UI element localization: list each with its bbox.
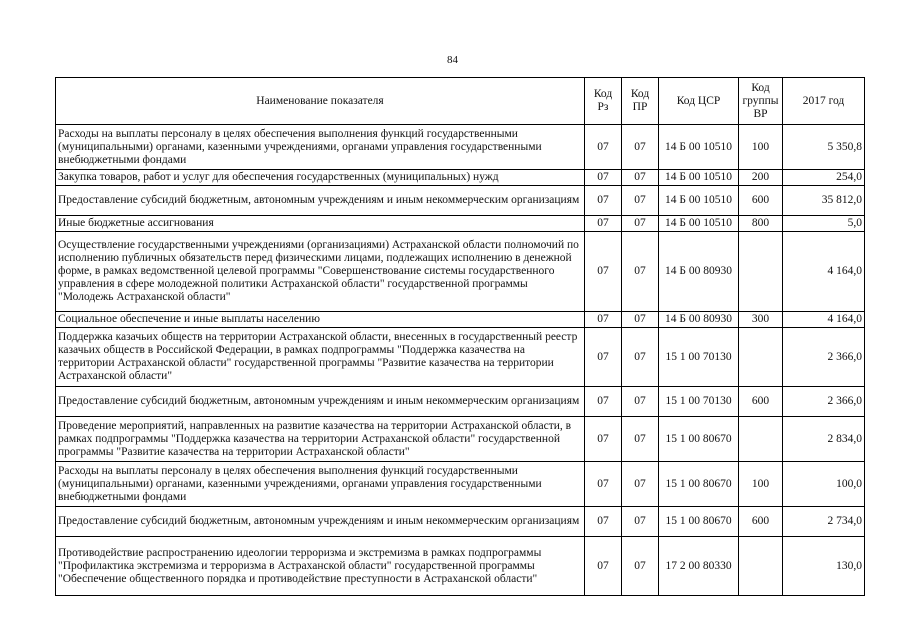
row-rz: 07 bbox=[585, 125, 622, 170]
table-row bbox=[56, 312, 865, 328]
row-vr: 100 bbox=[739, 462, 783, 507]
row-value: 130,0 bbox=[783, 537, 865, 596]
row-pr: 07 bbox=[622, 170, 659, 186]
row-csr: 17 2 00 80330 bbox=[659, 537, 739, 596]
page-number: 84 bbox=[447, 54, 458, 66]
row-name: Расходы на выплаты персоналу в целях обеспечения выполнения функций государственными (муниципальными) органами, казенными учреждениями, органами управления государственными внебюджетными фондами bbox=[56, 462, 585, 507]
table-row bbox=[56, 507, 865, 537]
row-rz: 07 bbox=[585, 232, 622, 312]
row-value: 100,0 bbox=[783, 462, 865, 507]
row-csr: 14 Б 00 10510 bbox=[659, 216, 739, 232]
table-row bbox=[56, 417, 865, 462]
row-vr bbox=[739, 232, 783, 312]
row-csr: 14 Б 00 80930 bbox=[659, 232, 739, 312]
row-value: 2 366,0 bbox=[783, 387, 865, 417]
row-vr: 200 bbox=[739, 170, 783, 186]
row-name: Предоставление субсидий бюджетным, автономным учреждениям и иным некоммерческим организациям bbox=[56, 507, 585, 537]
row-csr: 15 1 00 80670 bbox=[659, 462, 739, 507]
row-vr: 100 bbox=[739, 125, 783, 170]
table-row bbox=[56, 537, 865, 596]
header-rz: Код Рз bbox=[585, 78, 622, 125]
row-csr: 15 1 00 70130 bbox=[659, 387, 739, 417]
table-row bbox=[56, 232, 865, 312]
header-vr: Код группы ВР bbox=[739, 78, 783, 125]
row-rz: 07 bbox=[585, 312, 622, 328]
row-csr: 15 1 00 80670 bbox=[659, 507, 739, 537]
row-csr: 15 1 00 70130 bbox=[659, 328, 739, 387]
row-name: Поддержка казачьих обществ на территории Астраханской области, внесенных в государственный реестр казачьих обществ в Российской Федерации, в рамках подпрограммы "Поддержка казачества на территории Астраханской области" государственной программы "Развитие казачества на территории Астраханской области" bbox=[56, 328, 585, 387]
row-name: Осуществление государственными учреждениями (организациями) Астраханской области полномочий по исполнению публичных обязательств перед физическими лицами, подлежащих исполнению в денежной форме, в рамках ведомственной целевой программы "Совершенствование системы государственного управления в сфере молодежной политики Астраханской области" государственной программы "Молодежь Астраханской области" bbox=[56, 232, 585, 312]
table-row bbox=[56, 387, 865, 417]
table-row bbox=[56, 462, 865, 507]
row-value: 2 834,0 bbox=[783, 417, 865, 462]
row-rz: 07 bbox=[585, 186, 622, 216]
row-vr bbox=[739, 417, 783, 462]
row-pr: 07 bbox=[622, 186, 659, 216]
header-year: 2017 год bbox=[783, 78, 865, 125]
row-pr: 07 bbox=[622, 417, 659, 462]
row-pr: 07 bbox=[622, 216, 659, 232]
header-pr: Код ПР bbox=[622, 78, 659, 125]
row-name: Иные бюджетные ассигнования bbox=[56, 216, 585, 232]
row-name: Социальное обеспечение и иные выплаты населению bbox=[56, 312, 585, 328]
row-csr: 14 Б 00 10510 bbox=[659, 186, 739, 216]
row-pr: 07 bbox=[622, 387, 659, 417]
row-name: Противодействие распространению идеологии терроризма и экстремизма в рамках подпрограммы "Профилактика экстремизма и терроризма в Астраханской области" государственной программы "Обеспечение общественного порядка и противодействие преступности в Астраханской области" bbox=[56, 537, 585, 596]
row-pr: 07 bbox=[622, 312, 659, 328]
row-vr bbox=[739, 537, 783, 596]
row-rz: 07 bbox=[585, 216, 622, 232]
row-vr: 300 bbox=[739, 312, 783, 328]
table-row bbox=[56, 216, 865, 232]
row-rz: 07 bbox=[585, 170, 622, 186]
table-row bbox=[56, 186, 865, 216]
row-vr: 600 bbox=[739, 507, 783, 537]
table-row bbox=[56, 170, 865, 186]
row-pr: 07 bbox=[622, 462, 659, 507]
row-value: 5 350,8 bbox=[783, 125, 865, 170]
row-rz: 07 bbox=[585, 537, 622, 596]
row-rz: 07 bbox=[585, 417, 622, 462]
row-name: Предоставление субсидий бюджетным, автономным учреждениям и иным некоммерческим организациям bbox=[56, 387, 585, 417]
row-rz: 07 bbox=[585, 328, 622, 387]
row-value: 2 734,0 bbox=[783, 507, 865, 537]
row-name: Расходы на выплаты персоналу в целях обеспечения выполнения функций государственными (муниципальными) органами, казенными учреждениями, органами управления государственными внебюджетными фондами bbox=[56, 125, 585, 170]
row-value: 2 366,0 bbox=[783, 328, 865, 387]
row-vr: 600 bbox=[739, 186, 783, 216]
row-rz: 07 bbox=[585, 507, 622, 537]
row-name: Закупка товаров, работ и услуг для обеспечения государственных (муниципальных) нужд bbox=[56, 170, 585, 186]
row-pr: 07 bbox=[622, 328, 659, 387]
row-pr: 07 bbox=[622, 507, 659, 537]
row-value: 4 164,0 bbox=[783, 232, 865, 312]
row-value: 5,0 bbox=[783, 216, 865, 232]
row-pr: 07 bbox=[622, 537, 659, 596]
budget-table bbox=[55, 77, 865, 596]
row-csr: 15 1 00 80670 bbox=[659, 417, 739, 462]
table-row bbox=[56, 125, 865, 170]
row-rz: 07 bbox=[585, 387, 622, 417]
row-vr: 600 bbox=[739, 387, 783, 417]
row-name: Проведение мероприятий, направленных на развитие казачества на территории Астраханской области, в рамках подпрограммы "Поддержка казачества на территории Астраханской области" государственной программы "Развитие казачества на территории Астраханской области" bbox=[56, 417, 585, 462]
table-header-row bbox=[56, 78, 865, 125]
row-name: Предоставление субсидий бюджетным, автономным учреждениям и иным некоммерческим организациям bbox=[56, 186, 585, 216]
row-value: 4 164,0 bbox=[783, 312, 865, 328]
row-csr: 14 Б 00 80930 bbox=[659, 312, 739, 328]
row-pr: 07 bbox=[622, 125, 659, 170]
row-vr: 800 bbox=[739, 216, 783, 232]
row-pr: 07 bbox=[622, 232, 659, 312]
row-csr: 14 Б 00 10510 bbox=[659, 125, 739, 170]
header-name: Наименование показателя bbox=[56, 78, 585, 125]
row-value: 35 812,0 bbox=[783, 186, 865, 216]
row-vr bbox=[739, 328, 783, 387]
row-value: 254,0 bbox=[783, 170, 865, 186]
table-row bbox=[56, 328, 865, 387]
header-csr: Код ЦСР bbox=[659, 78, 739, 125]
row-csr: 14 Б 00 10510 bbox=[659, 170, 739, 186]
row-rz: 07 bbox=[585, 462, 622, 507]
